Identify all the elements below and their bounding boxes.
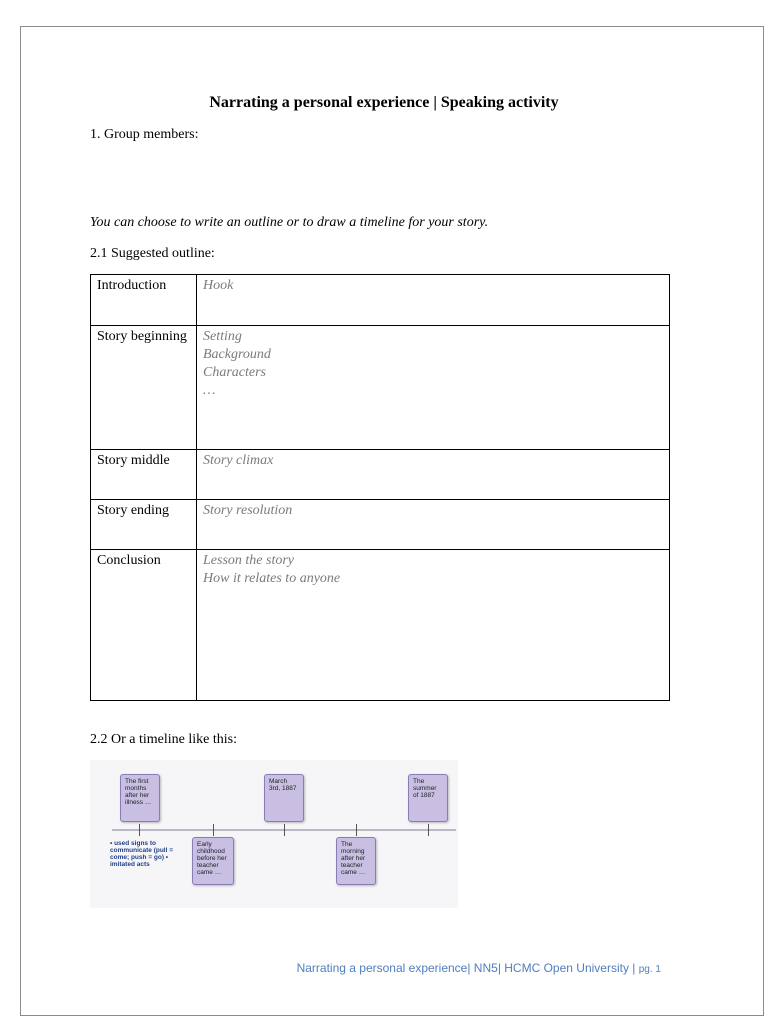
hint-text: Hook [203,278,234,293]
document-title: Narrating a personal experience | Speaking activity [209,94,559,111]
row-label-story-middle: Story middle [91,450,197,500]
table-row [91,326,670,450]
group-members-label: 1. Group members: [90,127,199,142]
timeline-tick [356,824,357,836]
timeline-tick [139,824,140,836]
page-number: pg. 1 [638,964,661,975]
timeline-tick [213,824,214,836]
instruction-text: You can choose to write an outline or to draw a timeline for your story. [90,215,489,230]
hint-text: Setting [203,329,242,344]
table-row [91,450,670,500]
row-hints-introduction[interactable] [197,275,670,326]
row-hints-conclusion[interactable] [197,550,670,701]
row-label-story-beginning: Story beginning [91,326,197,450]
row-hints-story-beginning[interactable] [197,326,670,450]
row-label-introduction: Introduction [91,275,197,326]
timeline-figure [90,760,458,908]
outline-table [90,274,670,701]
timeline-event-box: The summer of 1887 [408,774,448,822]
timeline-heading: 2.2 Or a timeline like this: [90,732,237,747]
table-row [91,275,670,326]
hint-text: Story resolution [203,503,293,518]
hint-text: … [203,383,216,398]
hint-text: Characters [203,365,266,380]
timeline-tick [428,824,429,836]
row-hints-story-middle[interactable] [197,450,670,500]
hint-text: Background [203,347,271,362]
timeline-tick [284,824,285,836]
hint-text: Story climax [203,453,274,468]
outline-heading: 2.1 Suggested outline: [90,246,215,261]
table-row [91,500,670,550]
timeline-note: • used signs to communicate (pull = come; push = go) • imitated acts [110,840,174,868]
timeline-event-box: The morning after her teacher came … [336,837,376,885]
footer-text: Narrating a personal experience| NN5| HCMC Open University | [296,961,639,975]
timeline-event-box: Early childhood before her teacher came … [192,837,234,885]
row-label-conclusion: Conclusion [91,550,197,701]
page-footer [297,961,661,975]
row-label-story-ending: Story ending [91,500,197,550]
table-row [91,550,670,701]
hint-text: How it relates to anyone [203,571,341,586]
hint-text: Lesson the story [203,553,294,568]
row-hints-story-ending[interactable] [197,500,670,550]
timeline-event-box: The first months after her illness … [120,774,160,822]
timeline-event-box: March 3rd, 1887 [264,774,304,822]
